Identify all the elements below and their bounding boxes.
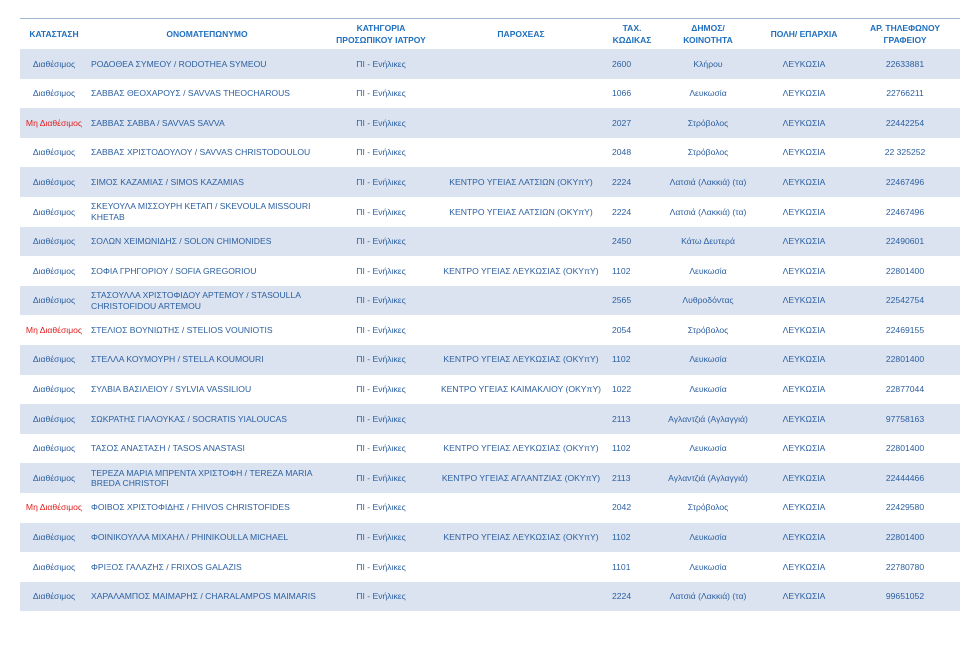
- table-header: [20, 19, 960, 50]
- table-body: [20, 49, 960, 611]
- table-row: [20, 375, 960, 405]
- status-cell: Διαθέσιμος: [20, 582, 88, 612]
- phone-cell: 22780780: [885, 561, 925, 572]
- category-cell: ΠΙ - Ενήλικες: [326, 108, 436, 138]
- header-provider: [436, 19, 606, 50]
- postcode-cell: 2113: [606, 463, 658, 493]
- category-cell: ΠΙ - Ενήλικες: [326, 286, 436, 316]
- provider-cell: ΚΕΝΤΡΟ ΥΓΕΙΑΣ ΚΑΙΜΑΚΛΙΟΥ (ΟΚΥπΥ): [440, 384, 602, 395]
- status-cell: Διαθέσιμος: [20, 463, 88, 493]
- phone-cell: 22877044: [885, 384, 925, 395]
- provider-cell: [436, 138, 606, 168]
- city-cell: ΛΕΥΚΩΣΙΑ: [782, 324, 826, 335]
- status-cell: Διαθέσιμος: [32, 265, 76, 276]
- header-municipality-line1: ΔΗΜΟΣ/: [691, 23, 725, 33]
- header-municipality-line2: ΚΟΙΝΟΤΗΤΑ: [683, 35, 733, 45]
- city-cell: ΛΕΥΚΩΣΙΑ: [758, 227, 850, 257]
- postcode-cell: 2027: [606, 108, 658, 138]
- category-cell: ΠΙ - Ενήλικες: [326, 227, 436, 257]
- category-cell: ΠΙ - Ενήλικες: [326, 345, 436, 375]
- provider-cell: [436, 404, 606, 434]
- category-cell: ΠΙ - Ενήλικες: [326, 404, 436, 434]
- table-row: [20, 138, 960, 168]
- postcode-cell: 1102: [606, 523, 658, 553]
- postcode-cell: 2450: [606, 227, 658, 257]
- municipality-cell: Λευκωσία: [689, 88, 727, 99]
- postcode-cell: 1101: [612, 561, 631, 572]
- status-cell: Διαθέσιμος: [32, 147, 76, 158]
- header-phone-line2: ΓΡΑΦΕΙΟΥ: [883, 35, 927, 45]
- phone-cell: 22429580: [885, 502, 925, 513]
- status-cell: Διαθέσιμος: [20, 345, 88, 375]
- city-cell: ΛΕΥΚΩΣΙΑ: [782, 502, 826, 513]
- status-cell: Διαθέσιμος: [20, 523, 88, 553]
- name-cell: ΣΚΕΥΟΥΛΑ ΜΙΣΣΟΥΡΗ ΚΕΤΑΠ / SKEVOULA MISSOURI KHETAB: [91, 201, 311, 222]
- municipality-cell: Λευκωσία: [689, 265, 727, 276]
- phone-cell: 22490601: [850, 227, 960, 257]
- phone-cell: 99651052: [850, 582, 960, 612]
- status-cell: Διαθέσιμος: [32, 206, 76, 217]
- header-name-label: ΟΝΟΜΑΤΕΠΩΝΥΜΟ: [166, 29, 248, 39]
- municipality-cell: Λευκωσία: [658, 523, 758, 553]
- postcode-cell: 2224: [606, 582, 658, 612]
- header-postcode: [606, 19, 658, 50]
- phone-cell: 22801400: [885, 443, 925, 454]
- provider-cell: ΚΕΝΤΡΟ ΥΓΕΙΑΣ ΛΕΥΚΩΣΙΑΣ (ΟΚΥπΥ): [436, 345, 606, 375]
- municipality-cell: Στρόβολος: [658, 108, 758, 138]
- postcode-cell: 1102: [612, 443, 631, 454]
- name-cell: ΣΤΑΣΟΥΛΛΑ ΧΡΙΣΤΟΦΙΔΟΥ ΑΡΤΕΜΟΥ / STASOULLA CHRISTOFIDOU ARTEMOU: [88, 286, 326, 316]
- city-cell: ΛΕΥΚΩΣΙΑ: [758, 49, 850, 79]
- header-name: [88, 19, 326, 50]
- provider-cell: ΚΕΝΤΡΟ ΥΓΕΙΑΣ ΛΑΤΣΙΩΝ (ΟΚΥπΥ): [436, 167, 606, 197]
- provider-cell: ΚΕΝΤΡΟ ΥΓΕΙΑΣ ΛΕΥΚΩΣΙΑΣ (ΟΚΥπΥ): [443, 265, 599, 276]
- city-cell: ΛΕΥΚΩΣΙΑ: [782, 443, 826, 454]
- provider-cell: [436, 493, 606, 523]
- category-cell: ΠΙ - Ενήλικες: [326, 49, 436, 79]
- category-cell: ΠΙ - Ενήλικες: [356, 147, 406, 158]
- status-cell: Μη Διαθέσιμος: [25, 324, 83, 335]
- category-cell: ΠΙ - Ενήλικες: [356, 88, 406, 99]
- category-cell: ΠΙ - Ενήλικες: [356, 443, 406, 454]
- name-cell: ΣΥΛΒΙΑ ΒΑΣΙΛΕΙΟΥ / SYLVIA VASSILIOU: [91, 384, 252, 395]
- name-cell: ΣΤΕΛΙΟΣ ΒΟΥΝΙΩΤΗΣ / STELIOS VOUNIOTIS: [91, 324, 273, 335]
- doctors-table-container: [20, 18, 960, 611]
- table-row: [20, 463, 960, 493]
- table-row: [20, 493, 960, 523]
- table-row: [20, 523, 960, 553]
- table-row: [20, 552, 960, 582]
- phone-cell: 22542754: [850, 286, 960, 316]
- status-cell: Διαθέσιμος: [32, 561, 76, 572]
- name-cell: ΣΙΜΟΣ ΚΑΖΑΜΙΑΣ / SIMOS KAZAMIAS: [88, 167, 326, 197]
- name-cell: ΤΕΡΕΖΑ ΜΑΡΙΑ ΜΠΡΕΝΤΑ ΧΡΙΣΤΟΦΗ / TEREZA MARIA BREDA CHRISTOFI: [88, 463, 326, 493]
- category-cell: ΠΙ - Ενήλικες: [356, 384, 406, 395]
- city-cell: ΛΕΥΚΩΣΙΑ: [758, 523, 850, 553]
- status-cell: Διαθέσιμος: [20, 49, 88, 79]
- table-row: [20, 108, 960, 138]
- city-cell: ΛΕΥΚΩΣΙΑ: [782, 561, 826, 572]
- municipality-cell: Λευκωσία: [689, 384, 727, 395]
- category-cell: ΠΙ - Ενήλικες: [326, 463, 436, 493]
- header-phone: [850, 19, 960, 50]
- status-cell: Διαθέσιμος: [32, 88, 76, 99]
- category-cell: ΠΙ - Ενήλικες: [326, 582, 436, 612]
- phone-cell: 22801400: [850, 345, 960, 375]
- municipality-cell: Λυθροδόντας: [658, 286, 758, 316]
- table-row: [20, 315, 960, 345]
- postcode-cell: 1102: [612, 265, 631, 276]
- status-cell: Διαθέσιμος: [20, 167, 88, 197]
- name-cell: ΦΡΙΞΟΣ ΓΑΛΑΖΗΣ / FRIXOS GALAZIS: [91, 561, 242, 572]
- category-cell: ΠΙ - Ενήλικες: [356, 265, 406, 276]
- postcode-cell: 2042: [612, 502, 632, 513]
- header-city: [758, 19, 850, 50]
- municipality-cell: Λατσιά (Λακκιά) (τα): [669, 206, 747, 217]
- table-row: [20, 197, 960, 227]
- header-provider-label: ΠΑΡΟΧΕΑΣ: [497, 29, 545, 39]
- provider-cell: [436, 582, 606, 612]
- phone-cell: 22469155: [885, 324, 925, 335]
- municipality-cell: Στρόβολος: [687, 147, 729, 158]
- category-cell: ΠΙ - Ενήλικες: [356, 561, 406, 572]
- municipality-cell: Λευκωσία: [689, 443, 727, 454]
- header-category: [326, 19, 436, 50]
- municipality-cell: Λατσιά (Λακκιά) (τα): [658, 167, 758, 197]
- phone-cell: 22442254: [850, 108, 960, 138]
- status-cell: Διαθέσιμος: [32, 384, 76, 395]
- postcode-cell: 2600: [606, 49, 658, 79]
- postcode-cell: 1022: [612, 384, 632, 395]
- table-row: [20, 286, 960, 316]
- phone-cell: 22801400: [885, 265, 925, 276]
- category-cell: ΠΙ - Ενήλικες: [326, 523, 436, 553]
- category-cell: ΠΙ - Ενήλικες: [356, 502, 406, 513]
- provider-cell: ΚΕΝΤΡΟ ΥΓΕΙΑΣ ΛΑΤΣΙΩΝ (ΟΚΥπΥ): [449, 206, 593, 217]
- postcode-cell: 2113: [606, 404, 658, 434]
- table-row: [20, 582, 960, 612]
- name-cell: ΦΟΙΝΙΚΟΥΛΛΑ ΜΙΧΑΗΛ / PHINIKOULLA MICHAEL: [88, 523, 326, 553]
- doctors-table: [20, 18, 960, 611]
- table-row: [20, 434, 960, 464]
- city-cell: ΛΕΥΚΩΣΙΑ: [758, 582, 850, 612]
- name-cell: ΦΟΙΒΟΣ ΧΡΙΣΤΟΦΙΔΗΣ / FHIVOS CHRISTOFIDES: [91, 502, 290, 513]
- municipality-cell: Κάτω Δευτερά: [658, 227, 758, 257]
- header-municipality: [658, 19, 758, 50]
- header-category-line2: ΠΡΟΣΩΠΙΚΟΥ ΙΑΤΡΟΥ: [336, 35, 426, 45]
- phone-cell: 97758163: [850, 404, 960, 434]
- city-cell: ΛΕΥΚΩΣΙΑ: [782, 147, 826, 158]
- municipality-cell: Λευκωσία: [689, 561, 727, 572]
- municipality-cell: Αγλαντζιά (Αγλαγγιά): [658, 404, 758, 434]
- provider-cell: [436, 286, 606, 316]
- municipality-cell: Στρόβολος: [687, 502, 729, 513]
- postcode-cell: 2048: [612, 147, 632, 158]
- phone-cell: 22801400: [850, 523, 960, 553]
- header-status-label: ΚΑΤΑΣΤΑΣΗ: [29, 29, 79, 39]
- provider-cell: [436, 552, 606, 582]
- name-cell: ΣΑΒΒΑΣ ΧΡΙΣΤΟΔΟΥΛΟΥ / SAVVAS CHRISTODOULOU: [91, 147, 311, 158]
- name-cell: ΣΑΒΒΑΣ ΘΕΟΧΑΡΟΥΣ / SAVVAS THEOCHAROUS: [91, 88, 291, 99]
- category-cell: ΠΙ - Ενήλικες: [356, 206, 406, 217]
- provider-cell: [436, 227, 606, 257]
- city-cell: ΛΕΥΚΩΣΙΑ: [782, 206, 826, 217]
- header-postcode-line2: ΚΩΔΙΚΑΣ: [612, 35, 652, 45]
- city-cell: ΛΕΥΚΩΣΙΑ: [782, 265, 826, 276]
- phone-cell: 22467496: [850, 167, 960, 197]
- name-cell: ΡΟΔΟΘΕΑ ΣΥΜΕΟΥ / RODOTHEA SYMEOU: [88, 49, 326, 79]
- status-cell: Διαθέσιμος: [20, 227, 88, 257]
- postcode-cell: 1066: [612, 88, 632, 99]
- header-phone-line1: ΑΡ. ΤΗΛΕΦΩΝΟΥ: [869, 23, 941, 33]
- postcode-cell: 2224: [612, 206, 632, 217]
- phone-cell: 22 325252: [884, 147, 926, 158]
- city-cell: ΛΕΥΚΩΣΙΑ: [758, 404, 850, 434]
- provider-cell: ΚΕΝΤΡΟ ΥΓΕΙΑΣ ΛΕΥΚΩΣΙΑΣ (ΟΚΥπΥ): [443, 443, 599, 454]
- phone-cell: 22633881: [850, 49, 960, 79]
- name-cell: ΧΑΡΑΛΑΜΠΟΣ ΜΑΙΜΑΡΗΣ / CHARALAMPOS MAIMARIS: [88, 582, 326, 612]
- name-cell: ΣΤΕΛΛΑ ΚΟΥΜΟΥΡΗ / STELLA KOUMOURI: [88, 345, 326, 375]
- postcode-cell: 1102: [606, 345, 658, 375]
- provider-cell: [436, 108, 606, 138]
- provider-cell: ΚΕΝΤΡΟ ΥΓΕΙΑΣ ΑΓΛΑΝΤΖΙΑΣ (ΟΚΥπΥ): [436, 463, 606, 493]
- phone-cell: 22467496: [885, 206, 925, 217]
- city-cell: ΛΕΥΚΩΣΙΑ: [758, 463, 850, 493]
- postcode-cell: 2224: [606, 167, 658, 197]
- name-cell: ΤΑΣΟΣ ΑΝΑΣΤΑΣΗ / TASOS ANASTASI: [91, 443, 245, 454]
- phone-cell: 22766211: [886, 88, 924, 99]
- category-cell: ΠΙ - Ενήλικες: [326, 167, 436, 197]
- name-cell: ΣΟΦΙΑ ΓΡΗΓΟΡΙΟΥ / SOFIA GREGORIOU: [91, 265, 257, 276]
- header-city-label: ΠΟΛΗ/ ΕΠΑΡΧΙΑ: [770, 29, 838, 39]
- city-cell: ΛΕΥΚΩΣΙΑ: [758, 167, 850, 197]
- table-row: [20, 256, 960, 286]
- table-row: [20, 227, 960, 257]
- postcode-cell: 2054: [612, 324, 632, 335]
- city-cell: ΛΕΥΚΩΣΙΑ: [782, 88, 826, 99]
- provider-cell: [436, 315, 606, 345]
- table-row: [20, 404, 960, 434]
- name-cell: ΣΩΚΡΑΤΗΣ ΓΙΑΛΟΥΚΑΣ / SOCRATIS YIALOUCAS: [88, 404, 326, 434]
- table-row: [20, 345, 960, 375]
- postcode-cell: 2565: [606, 286, 658, 316]
- header-status: [20, 19, 88, 50]
- table-row: [20, 167, 960, 197]
- provider-cell: ΚΕΝΤΡΟ ΥΓΕΙΑΣ ΛΕΥΚΩΣΙΑΣ (ΟΚΥπΥ): [436, 523, 606, 553]
- table-row: [20, 49, 960, 79]
- municipality-cell: Αγλαντζιά (Αγλαγγιά): [658, 463, 758, 493]
- city-cell: ΛΕΥΚΩΣΙΑ: [758, 286, 850, 316]
- city-cell: ΛΕΥΚΩΣΙΑ: [782, 384, 826, 395]
- provider-cell: [436, 49, 606, 79]
- municipality-cell: Κλήρου: [658, 49, 758, 79]
- table-row: [20, 79, 960, 109]
- status-cell: Μη Διαθέσιμος: [20, 108, 88, 138]
- provider-cell: [436, 79, 606, 109]
- header-category-line1: ΚΑΤΗΓΟΡΙΑ: [356, 23, 406, 33]
- city-cell: ΛΕΥΚΩΣΙΑ: [758, 345, 850, 375]
- category-cell: ΠΙ - Ενήλικες: [356, 324, 406, 335]
- phone-cell: 22444466: [850, 463, 960, 493]
- status-cell: Διαθέσιμος: [32, 443, 76, 454]
- municipality-cell: Λατσιά (Λακκιά) (τα): [658, 582, 758, 612]
- municipality-cell: Στρόβολος: [687, 324, 729, 335]
- status-cell: Διαθέσιμος: [20, 404, 88, 434]
- header-postcode-line1: ΤΑΧ.: [622, 23, 642, 33]
- name-cell: ΣΟΛΩΝ ΧΕΙΜΩΝΙΔΗΣ / SOLON CHIMONIDES: [88, 227, 326, 257]
- city-cell: ΛΕΥΚΩΣΙΑ: [758, 108, 850, 138]
- name-cell: ΣΑΒΒΑΣ ΣΑΒΒΑ / SAVVAS SAVVA: [88, 108, 326, 138]
- status-cell: Διαθέσιμος: [20, 286, 88, 316]
- municipality-cell: Λευκωσία: [658, 345, 758, 375]
- status-cell: Μη Διαθέσιμος: [25, 502, 83, 513]
